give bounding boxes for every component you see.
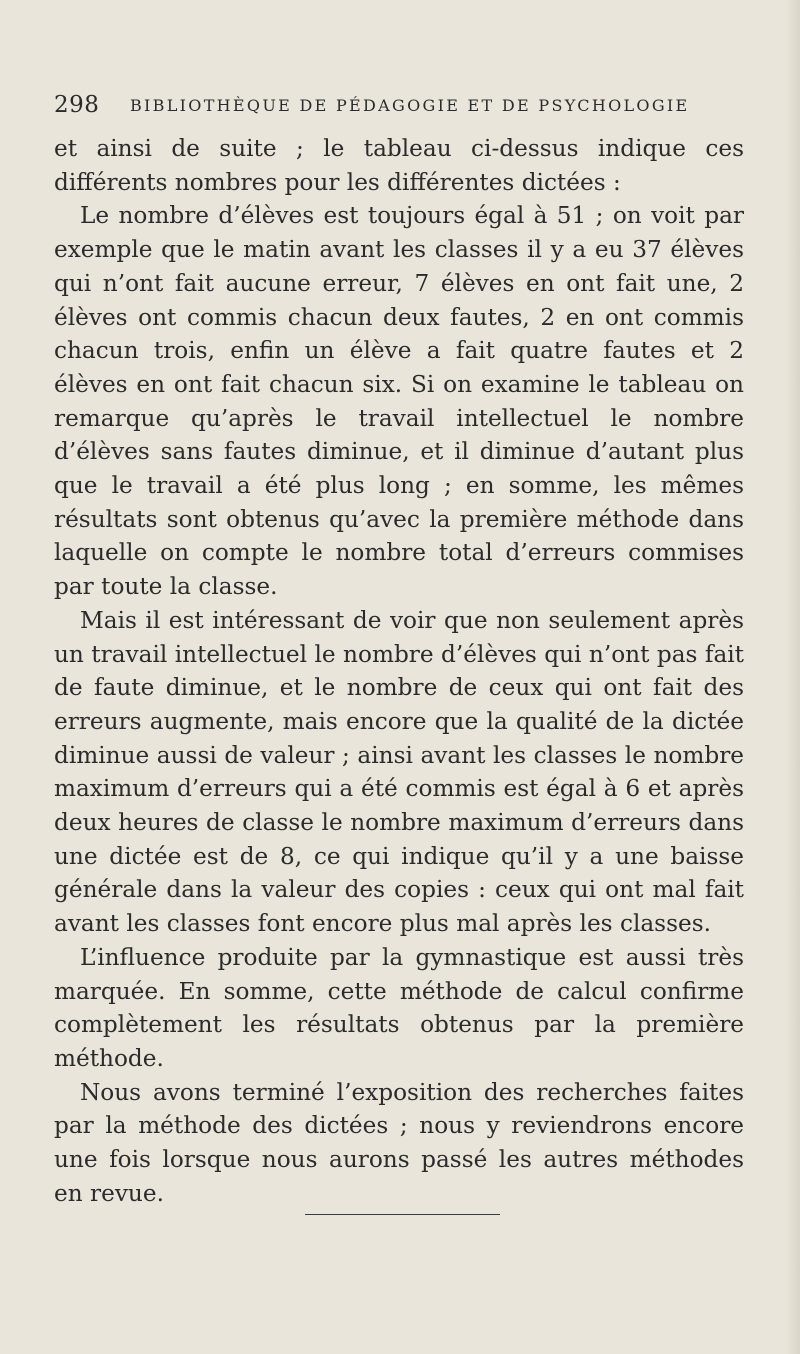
paragraph-error-quality: Mais il est intéressant de voir que non seulement après un travail intellectuel le nombre d’élèves qui n’ont pas fait de faute diminue, et le nombre de ceux qui ont fait des erreurs augmente, mais encore que la qualité de la dictée diminue aussi de valeur ; ainsi avant les classes le nombre maximum d’erreurs qui a été commis est égal à 6 et après deux heures de classe le nombre maximum d’erreurs dans une dictée est de 8, ce qui indique qu’il y a une baisse générale dans la valeur des copies : ceux qui ont mal fait avant les classes font encore plus mal après les classes. <box>54 606 744 938</box>
page-edge-shadow <box>786 0 800 1354</box>
page-header <box>54 92 744 124</box>
section-end-rule <box>305 1214 500 1215</box>
paragraph-continuation: et ainsi de suite ; le tableau ci-dessus indique ces différents nombres pour les différentes dictées : <box>54 135 744 196</box>
paragraph-gymnastics: L’influence produite par la gymnastique est aussi très marquée. En somme, cette méthode de calcul confirme complètement les résultats obtenus par la première méthode. <box>54 943 744 1072</box>
running-head: BIBLIOTHÈQUE DE PÉDAGOGIE ET DE PSYCHOLOGIE <box>130 96 690 115</box>
body-text <box>54 132 744 1211</box>
page-number: 298 <box>54 92 100 118</box>
paragraph-student-counts: Le nombre d’élèves est toujours égal à 51 ; on voit par exemple que le matin avant les classes il y a eu 37 élèves qui n’ont fait aucune erreur, 7 élèves en ont fait une, 2 élèves ont commis chacun deux fautes, 2 en ont commis chacun trois, enfin un élève a fait quatre fautes et 2 élèves en ont fait chacun six. Si on examine le tableau on remarque qu’après le travail intellectuel le nombre d’élèves sans fautes diminue, et il diminue d’autant plus que le travail a été plus long ; en somme, les mêmes résultats sont obtenus qu’avec la première méthode dans laquelle on compte le nombre total d’erreurs commises par toute la classe. <box>54 202 744 601</box>
paragraph-conclusion: Nous avons terminé l’exposition des recherches faites par la méthode des dictées ; nous y reviendrons encore une fois lorsque nous aurons passé les autres méthodes en revue. <box>54 1078 744 1207</box>
